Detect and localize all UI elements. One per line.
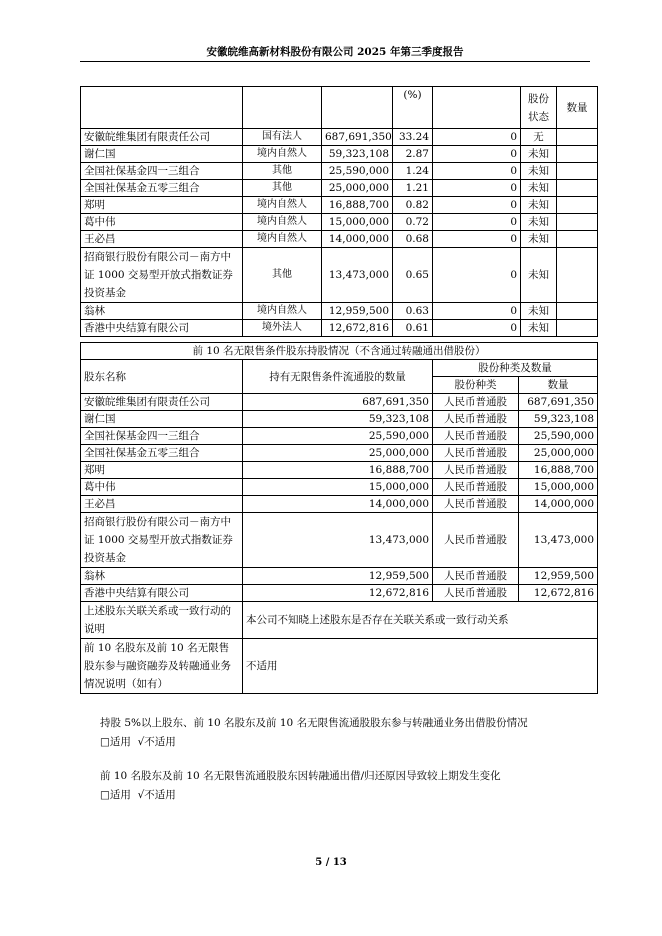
note-value: 本公司不知晓上述股东是否存在关联关系或一致行动关系: [243, 602, 598, 639]
share-amount: 16,888,700: [519, 462, 598, 479]
restricted-shares: 0: [433, 231, 521, 248]
shareholder-name: 全国社保基金五零三组合: [81, 180, 243, 197]
holding-percentage: 33.24: [393, 129, 433, 146]
share-status: 未知: [521, 231, 557, 248]
table-row: [81, 585, 598, 602]
restricted-shares: 0: [433, 320, 521, 337]
shares-held: 25,000,000: [322, 180, 393, 197]
unrestricted-qty: 12,959,500: [243, 568, 433, 585]
restricted-shares: 0: [433, 248, 521, 303]
holding-percentage: 0.68: [393, 231, 433, 248]
paragraph-text: 持股 5%以上股东、前 10 名股东及前 10 名无限售流通股股东参与转融通业务出借股份情况: [100, 717, 528, 729]
holding-percentage: 2.87: [393, 146, 433, 163]
share-status: 未知: [521, 180, 557, 197]
lending-paragraph: [100, 714, 528, 752]
share-amount: 12,672,816: [519, 585, 598, 602]
page-number: 5 / 13: [315, 857, 347, 868]
shareholder-nature: 境内自然人: [243, 231, 322, 248]
holding-percentage: 0.65: [393, 248, 433, 303]
share-type: 人民币普通股: [433, 585, 519, 602]
note-value: 不适用: [243, 639, 598, 694]
table-row: [81, 479, 598, 496]
holding-percentage: 1.24: [393, 163, 433, 180]
table-row: [81, 146, 598, 163]
shareholder-name: 全国社保基金四一三组合: [81, 428, 243, 445]
shareholder-name: 全国社保基金四一三组合: [81, 163, 243, 180]
shares-held: 12,959,500: [322, 303, 393, 320]
table-row: [81, 411, 598, 428]
notes-row: [81, 602, 598, 639]
shareholder-nature: 其他: [243, 163, 322, 180]
shareholder-name: 郑明: [81, 462, 243, 479]
table-row: [81, 462, 598, 479]
shareholder-name: 王必昌: [81, 496, 243, 513]
unrestricted-qty: 16,888,700: [243, 462, 433, 479]
shares-held: 15,000,000: [322, 214, 393, 231]
header-amount: 数量: [519, 377, 598, 394]
shareholder-name: 招商银行股份有限公司－南方中证 1000 交易型开放式指数证券投资基金: [81, 513, 243, 568]
pct-unit-label: (%): [393, 87, 433, 129]
shares-held: 687,691,350: [322, 129, 393, 146]
pledge-quantity: [557, 303, 598, 320]
table-row: [81, 445, 598, 462]
pledge-quantity: [557, 180, 598, 197]
shareholder-name: 安徽皖维集团有限责任公司: [81, 394, 243, 411]
table-row: [81, 129, 598, 146]
share-amount: 12,959,500: [519, 568, 598, 585]
pledge-quantity: [557, 197, 598, 214]
shareholder-nature: 境内自然人: [243, 303, 322, 320]
holding-percentage: 0.72: [393, 214, 433, 231]
shareholder-name: 王必昌: [81, 231, 243, 248]
share-type: 人民币普通股: [433, 513, 519, 568]
pledge-quantity: [557, 231, 598, 248]
holding-percentage: 0.82: [393, 197, 433, 214]
shareholder-name: 翁林: [81, 303, 243, 320]
share-type: 人民币普通股: [433, 479, 519, 496]
share-type: 人民币普通股: [433, 411, 519, 428]
restricted-shares: 0: [433, 163, 521, 180]
table-row: [81, 320, 598, 337]
pledge-quantity: [557, 146, 598, 163]
paragraph-options: [100, 786, 501, 805]
holding-percentage: 0.61: [393, 320, 433, 337]
not-applicable-checkbox: √不适用: [137, 736, 176, 748]
unrestricted-qty: 12,672,816: [243, 585, 433, 602]
share-status: 未知: [521, 303, 557, 320]
table-row: [81, 394, 598, 411]
applicable-checkbox: □适用: [100, 789, 131, 801]
restricted-shares: 0: [433, 146, 521, 163]
restricted-shares: 0: [433, 303, 521, 320]
share-status-label: 股份 状态: [521, 87, 557, 129]
shareholder-name: 郑明: [81, 197, 243, 214]
restricted-shares: 0: [433, 129, 521, 146]
share-type: 人民币普通股: [433, 428, 519, 445]
share-status: 无: [521, 129, 557, 146]
share-amount: 13,473,000: [519, 513, 598, 568]
restricted-shares: 0: [433, 197, 521, 214]
holding-percentage: 1.21: [393, 180, 433, 197]
table-row: [81, 303, 598, 320]
header-share-type-group: 股份种类及数量: [433, 360, 598, 377]
share-status: 未知: [521, 197, 557, 214]
notes-row: [81, 639, 598, 694]
shareholder-nature: 国有法人: [243, 129, 322, 146]
top10-shareholders-table: [80, 86, 598, 337]
report-header: 安徽皖维高新材料股份有限公司 2025 年第三季度报告: [80, 44, 590, 62]
shareholder-nature: 境外法人: [243, 320, 322, 337]
shareholder-nature: 境内自然人: [243, 214, 322, 231]
table-row: [81, 197, 598, 214]
share-status: 未知: [521, 320, 557, 337]
share-type: 人民币普通股: [433, 496, 519, 513]
share-status: 未知: [521, 163, 557, 180]
share-amount: 25,000,000: [519, 445, 598, 462]
table-row: [81, 428, 598, 445]
restricted-shares: 0: [433, 214, 521, 231]
shares-held: 12,672,816: [322, 320, 393, 337]
table-row: [81, 496, 598, 513]
shareholder-name: 葛中伟: [81, 479, 243, 496]
table-row: [81, 163, 598, 180]
shareholder-name: 香港中央结算有限公司: [81, 320, 243, 337]
header-unrestricted-qty: 持有无限售条件流通股的数量: [243, 360, 433, 394]
table-row: [81, 513, 598, 568]
unrestricted-qty: 25,000,000: [243, 445, 433, 462]
shareholder-name: 谢仁国: [81, 146, 243, 163]
share-amount: 15,000,000: [519, 479, 598, 496]
top10-unrestricted-shareholders-table: [80, 342, 598, 694]
shareholder-name: 葛中伟: [81, 214, 243, 231]
unrestricted-qty: 687,691,350: [243, 394, 433, 411]
holding-percentage: 0.63: [393, 303, 433, 320]
note-label: 前 10 名股东及前 10 名无限售股东参与融资融券及转融通业务情况说明（如有）: [81, 639, 243, 694]
share-status: 未知: [521, 214, 557, 231]
table-row: [81, 231, 598, 248]
pledge-quantity: [557, 214, 598, 231]
share-type: 人民币普通股: [433, 394, 519, 411]
table-row: [81, 568, 598, 585]
applicable-checkbox: □适用: [100, 736, 131, 748]
restricted-shares: 0: [433, 180, 521, 197]
shareholder-name: 翁林: [81, 568, 243, 585]
unrestricted-qty: 13,473,000: [243, 513, 433, 568]
shareholder-name: 全国社保基金五零三组合: [81, 445, 243, 462]
share-type: 人民币普通股: [433, 445, 519, 462]
not-applicable-checkbox: √不适用: [137, 789, 176, 801]
share-status: 未知: [521, 146, 557, 163]
note-label: 上述股东关联关系或一致行动的说明: [81, 602, 243, 639]
shareholder-name: 谢仁国: [81, 411, 243, 428]
unrestricted-qty: 59,323,108: [243, 411, 433, 428]
shares-held: 13,473,000: [322, 248, 393, 303]
unrestricted-qty: 25,590,000: [243, 428, 433, 445]
table-row: [81, 214, 598, 231]
header-row: [81, 360, 598, 377]
shareholder-name: 香港中央结算有限公司: [81, 585, 243, 602]
shareholder-nature: 其他: [243, 248, 322, 303]
unrestricted-qty: 15,000,000: [243, 479, 433, 496]
header-shareholder-name: 股东名称: [81, 360, 243, 394]
share-type: 人民币普通股: [433, 462, 519, 479]
shares-held: 14,000,000: [322, 231, 393, 248]
shareholder-name: 安徽皖维集团有限责任公司: [81, 129, 243, 146]
unrestricted-table-title: 前 10 名无限售条件股东持股情况（不含通过转融通出借股份）: [81, 343, 598, 360]
shares-held: 59,323,108: [322, 146, 393, 163]
pledge-quantity: [557, 248, 598, 303]
table-title-row: [81, 343, 598, 360]
share-amount: 59,323,108: [519, 411, 598, 428]
share-amount: 687,691,350: [519, 394, 598, 411]
header-share-type: 股份种类: [433, 377, 519, 394]
shareholder-nature: 境内自然人: [243, 197, 322, 214]
table-row: [81, 180, 598, 197]
table-row: [81, 248, 598, 303]
change-paragraph: [100, 767, 501, 805]
share-status: 未知: [521, 248, 557, 303]
table-header-continuation-row: [81, 87, 598, 129]
share-type: 人民币普通股: [433, 568, 519, 585]
unrestricted-qty: 14,000,000: [243, 496, 433, 513]
pledge-quantity: [557, 129, 598, 146]
shares-held: 25,590,000: [322, 163, 393, 180]
shareholder-nature: 其他: [243, 180, 322, 197]
pledge-quantity: [557, 163, 598, 180]
paragraph-text: 前 10 名股东及前 10 名无限售流通股股东因转融通出借/归还原因导致较上期发生变化: [100, 770, 501, 782]
paragraph-options: [100, 733, 528, 752]
share-amount: 14,000,000: [519, 496, 598, 513]
shareholder-name: 招商银行股份有限公司－南方中证 1000 交易型开放式指数证券投资基金: [81, 248, 243, 303]
pledge-quantity-label: 数量: [557, 87, 598, 129]
shares-held: 16,888,700: [322, 197, 393, 214]
pledge-quantity: [557, 320, 598, 337]
shareholder-nature: 境内自然人: [243, 146, 322, 163]
share-amount: 25,590,000: [519, 428, 598, 445]
